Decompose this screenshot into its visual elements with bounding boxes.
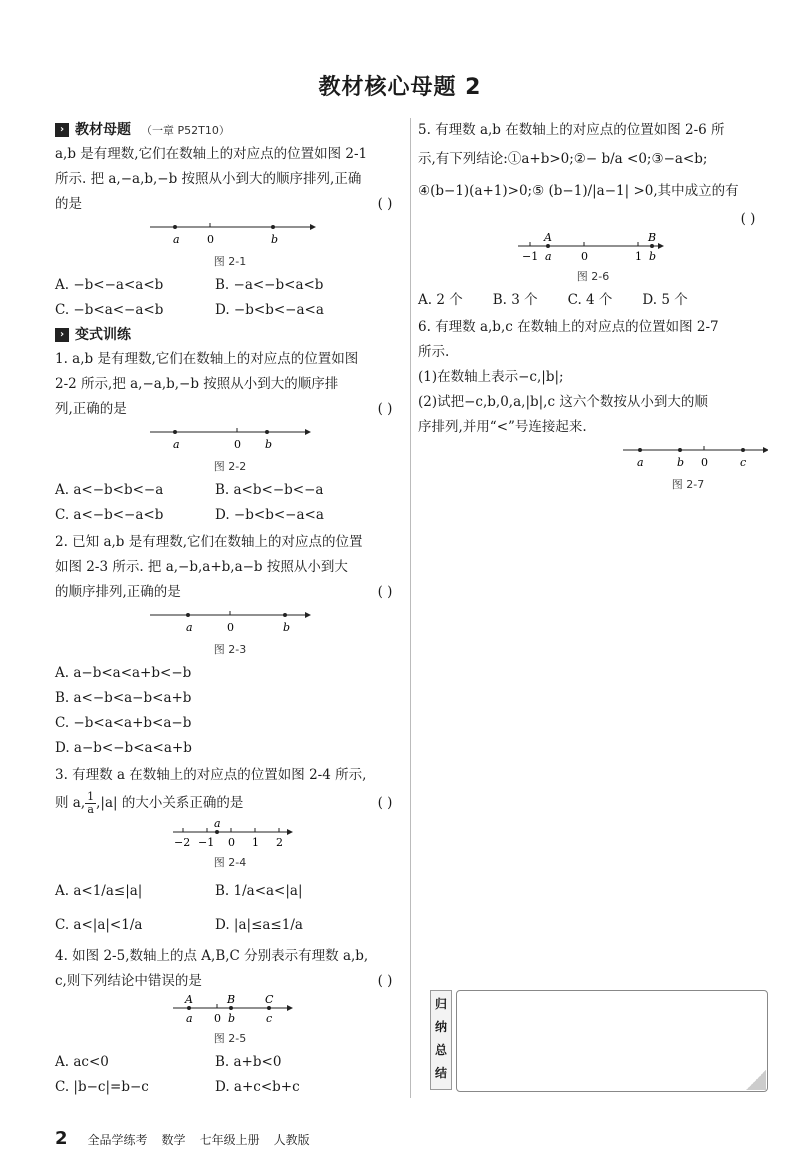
arrow-icon: › bbox=[55, 328, 69, 342]
axis-label: 0 bbox=[214, 1012, 221, 1025]
left-column bbox=[55, 118, 405, 1100]
option-b[interactable]: B. a<−b<a−b<a+b bbox=[55, 690, 192, 706]
axis-label: 0 bbox=[207, 233, 214, 246]
axis-label: a bbox=[214, 818, 221, 830]
question-text: 6. 有理数 a,b,c 在数轴上的对应点的位置如图 2-7 bbox=[418, 319, 719, 335]
axis-label: b bbox=[265, 438, 273, 451]
axis-label: 0 bbox=[701, 456, 708, 469]
axis-label: −1 bbox=[198, 836, 215, 849]
question-text: 5. 有理数 a,b 在数轴上的对应点的位置如图 2-6 所 bbox=[418, 122, 725, 138]
option-a[interactable]: A. a−b<a<a+b<−b bbox=[55, 665, 192, 681]
axis-label: 0 bbox=[581, 250, 588, 263]
axis-label: −1 bbox=[522, 250, 539, 263]
question-text: 2-2 所示,把 a,−a,b,−b 按照从小到大的顺序排 bbox=[55, 376, 339, 392]
edition: 人教版 bbox=[273, 1133, 310, 1147]
answer-paren: ( ) bbox=[377, 401, 393, 417]
question-text: 如图 2-3 所示. 把 a,−b,a+b,a−b 按照从小到大 bbox=[55, 559, 348, 575]
axis-label: −2 bbox=[174, 836, 191, 849]
figure-caption: 图 2-5 bbox=[213, 1032, 247, 1045]
axis-label: 0 bbox=[234, 438, 241, 451]
options bbox=[418, 288, 768, 313]
axis-label: b bbox=[228, 1012, 236, 1025]
number-line bbox=[55, 994, 405, 1028]
option-c[interactable]: C. a<|a|<1/a bbox=[55, 917, 143, 933]
option-c[interactable]: C. −b<a<a+b<a−b bbox=[55, 715, 192, 731]
answer-paren: ( ) bbox=[377, 973, 393, 989]
question-text: 3. 有理数 a 在数轴上的对应点的位置如图 2-4 所示, bbox=[55, 767, 367, 783]
section-title: 教材母题 bbox=[75, 121, 131, 138]
figure-2-4 bbox=[55, 818, 405, 852]
option-c[interactable]: C. 4 个 bbox=[567, 292, 613, 308]
question-text: 所示. 把 a,−a,b,−b 按照从小到大的顺序排列,正确 bbox=[55, 171, 362, 187]
option-b[interactable]: B. 3 个 bbox=[492, 292, 538, 308]
answer-paren: ( ) bbox=[740, 211, 756, 227]
axis-label: A bbox=[544, 232, 552, 244]
summary-writing-area[interactable] bbox=[456, 990, 768, 1092]
axis-label: 1 bbox=[635, 250, 642, 263]
series-name: 全品学练考 bbox=[87, 1133, 148, 1147]
figure-2-6 bbox=[418, 232, 768, 266]
fraction: $\frac{1}{a}$ bbox=[87, 790, 95, 816]
answer-paren: ( ) bbox=[377, 795, 393, 811]
question-text: 的顺序排列,正确的是 ( ) bbox=[55, 580, 405, 605]
figure-2-5 bbox=[55, 994, 405, 1028]
option-a[interactable]: A. 2 个 bbox=[418, 292, 463, 308]
axis-label: B bbox=[227, 994, 236, 1006]
number-line bbox=[418, 440, 768, 474]
axis-label: c bbox=[266, 1012, 273, 1025]
question-text: 所示. bbox=[418, 344, 450, 360]
option-b[interactable]: B. 1/a<a<|a| bbox=[215, 883, 303, 899]
question-text: 2. 已知 a,b 是有理数,它们在数轴上的对应点的位置 bbox=[55, 534, 363, 550]
number-line bbox=[55, 422, 405, 456]
figure-2-1 bbox=[55, 217, 405, 251]
figure-2-2 bbox=[55, 422, 405, 456]
number-line bbox=[418, 232, 768, 266]
page-number: 2 bbox=[55, 1128, 68, 1149]
axis-label: a bbox=[173, 438, 180, 451]
question-text: 1. a,b 是有理数,它们在数轴上的对应点的位置如图 bbox=[55, 351, 359, 367]
axis-label: a bbox=[186, 1012, 193, 1025]
axis-label: a bbox=[186, 621, 193, 634]
options bbox=[55, 1050, 405, 1100]
axis-label: b bbox=[283, 621, 291, 634]
option-d[interactable]: D. −b<b<−a<a bbox=[215, 507, 324, 523]
figure-caption: 图 2-4 bbox=[213, 856, 247, 869]
question-text: 列,正确的是 ( ) bbox=[55, 397, 405, 422]
option-a[interactable]: A. a<1/a≤|a| bbox=[55, 883, 143, 899]
figure-caption: 图 2-1 bbox=[213, 255, 247, 268]
number-line bbox=[55, 818, 405, 852]
number-line bbox=[55, 217, 405, 251]
figure-caption: 图 2-2 bbox=[213, 460, 247, 473]
question-text: 4. 如图 2-5,数轴上的点 A,B,C 分别表示有理数 a,b, bbox=[55, 948, 369, 964]
axis-label: c bbox=[740, 456, 747, 469]
option-b[interactable]: B. a<b<−b<−a bbox=[215, 482, 324, 498]
summary-box bbox=[430, 990, 780, 1090]
question-text bbox=[418, 207, 768, 232]
option-a[interactable]: A. −b<−a<a<b bbox=[55, 277, 164, 293]
axis-label: b bbox=[649, 250, 657, 263]
options bbox=[55, 874, 405, 942]
question-text: a,b 是有理数,它们在数轴上的对应点的位置如图 2-1 bbox=[55, 146, 368, 162]
arrow-icon: › bbox=[55, 123, 69, 137]
axis-label: a bbox=[173, 233, 180, 246]
option-d[interactable]: D. |a|≤a≤1/a bbox=[215, 917, 303, 933]
option-a[interactable]: A. a<−b<b<−a bbox=[55, 482, 164, 498]
answer-paren: ( ) bbox=[377, 584, 393, 600]
axis-label: 0 bbox=[228, 836, 235, 849]
options bbox=[55, 478, 405, 528]
answer-paren: ( ) bbox=[377, 196, 393, 212]
axis-label: C bbox=[265, 994, 274, 1006]
option-d[interactable]: D. 5 个 bbox=[642, 292, 688, 308]
question-text: 的是 ( ) bbox=[55, 192, 405, 217]
option-c[interactable]: C. −b<a<−a<b bbox=[55, 302, 164, 318]
question-text: c,则下列结论中错误的是 ( ) bbox=[55, 969, 405, 994]
option-d[interactable]: D. −b<b<−a<a bbox=[215, 302, 324, 318]
axis-label: A bbox=[185, 994, 193, 1006]
option-c[interactable]: C. a<−b<−a<b bbox=[55, 507, 164, 523]
question-text: 示,有下列结论:①a+b>0;②− b/a <0;③−a<b; bbox=[418, 151, 708, 167]
figure-caption: 图 2-6 bbox=[576, 270, 610, 283]
grade: 七年级上册 bbox=[199, 1133, 260, 1147]
section-note: （一章 P52T10） bbox=[141, 123, 230, 137]
question-text: 则 a, $\frac{1}{a}$ ,|a| 的大小关系正确的是 ( ) bbox=[55, 788, 405, 818]
textbook-section-header bbox=[55, 118, 405, 142]
subject: 数学 bbox=[161, 1133, 186, 1147]
axis-label: 0 bbox=[227, 621, 234, 634]
option-d[interactable]: D. a−b<−b<a<a+b bbox=[55, 740, 192, 756]
figure-caption: 图 2-3 bbox=[213, 643, 247, 656]
axis-label: b bbox=[677, 456, 685, 469]
sub-question: (2)试把−c,b,0,a,|b|,c 这六个数按从小到大的顺 bbox=[418, 394, 708, 410]
figure-2-7 bbox=[418, 440, 768, 474]
axis-label: 2 bbox=[276, 836, 283, 849]
option-b[interactable]: B. a+b<0 bbox=[215, 1054, 282, 1070]
page-fold-decoration bbox=[746, 1070, 766, 1090]
column-divider bbox=[410, 118, 411, 1098]
option-d[interactable]: D. a+c<b+c bbox=[215, 1079, 300, 1095]
question-text: ④(b−1)(a+1)>0;⑤ (b−1)/|a−1| >0,其中成立的有 bbox=[418, 183, 739, 199]
right-column bbox=[418, 118, 768, 496]
number-line bbox=[55, 605, 405, 639]
page-footer bbox=[55, 1128, 310, 1149]
sub-question: 序排列,并用“<”号连接起来. bbox=[418, 419, 587, 435]
page-title: 教材核心母题 2 bbox=[318, 75, 482, 100]
option-c[interactable]: C. |b−c|=b−c bbox=[55, 1079, 149, 1095]
axis-label: B bbox=[648, 232, 657, 244]
axis-label: 1 bbox=[252, 836, 259, 849]
options bbox=[55, 273, 405, 323]
option-a[interactable]: A. ac<0 bbox=[55, 1054, 109, 1070]
axis-label: a bbox=[637, 456, 644, 469]
axis-label: a bbox=[545, 250, 552, 263]
practice-section-header bbox=[55, 323, 405, 347]
summary-tab bbox=[430, 990, 452, 1090]
sub-question: (1)在数轴上表示−c,|b|; bbox=[418, 369, 564, 385]
figure-2-3 bbox=[55, 605, 405, 639]
summary-label: 归纳总结 bbox=[435, 997, 448, 1080]
axis-label: b bbox=[271, 233, 279, 246]
figure-caption: 图 2-7 bbox=[671, 478, 705, 491]
section-title: 变式训练 bbox=[75, 326, 131, 343]
option-b[interactable]: B. −a<−b<a<b bbox=[215, 277, 324, 293]
